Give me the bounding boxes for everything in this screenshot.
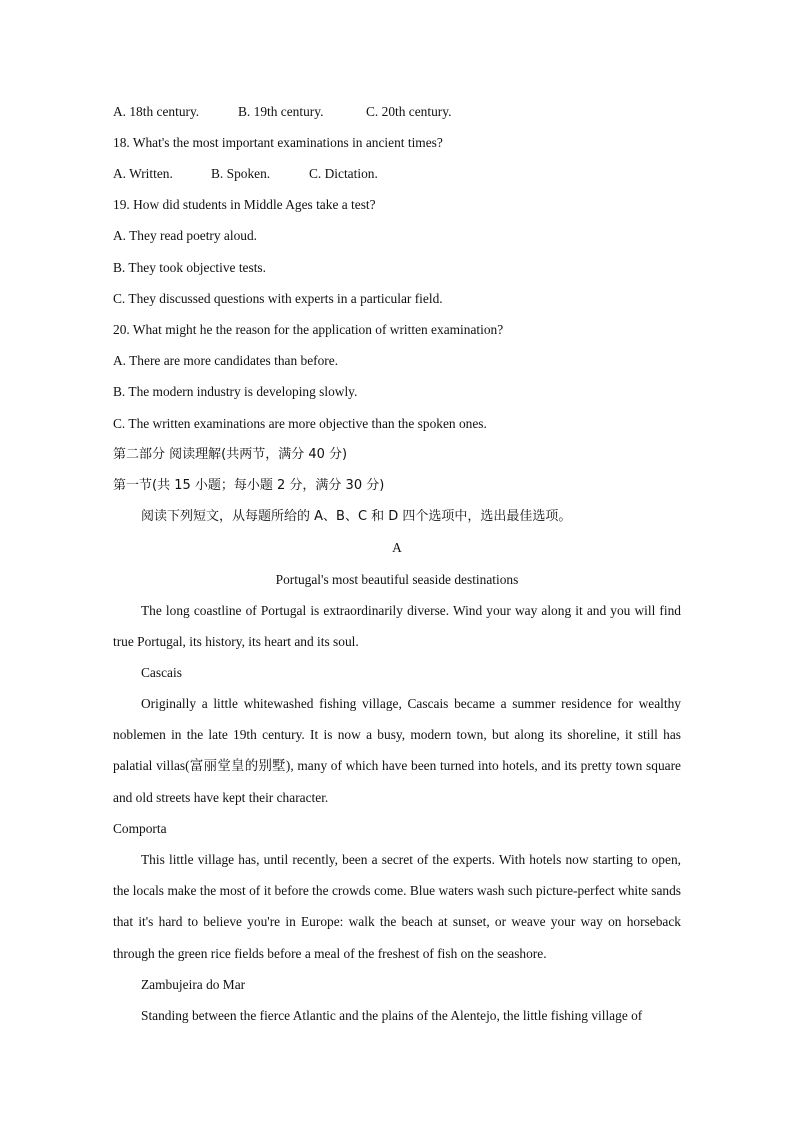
q17-option-c: C. 20th century.	[366, 104, 452, 119]
q18-option-b: B. Spoken.	[211, 166, 271, 181]
section-text-comporta: This little village has, until recently, been a secret of the experts. With hotels now starting to open, the locals make the most of it before the crowds come. Blue waters wash such picture-perfect white sands that it's hard to believe you're in Europe: walk the beach at sunset, or weave your way on horseback through the green rice fields before a meal of the freshest of fish on the seashore.	[113, 852, 681, 961]
section-text-cascais: Originally a little whitewashed fishing village, Cascais became a summer residence for wealthy noblemen in the late 19th century. It is now a busy, modern town, but along its shoreline, it still has palatial villas(富丽堂皇的别墅), many of which have been turned into hotels, and its pretty town square and old streets have kept their character.	[113, 696, 681, 805]
section-heading-comporta: Comporta	[113, 821, 167, 836]
section-heading-cascais: Cascais	[141, 665, 182, 680]
passage-label: A	[392, 540, 402, 555]
q18-options	[113, 165, 378, 183]
q17-option-b: B. 19th century.	[238, 104, 324, 119]
instruction: 阅读下列短文，从每题所给的 A、B、C 和 D 四个选项中，选出最佳选项。	[141, 509, 572, 524]
q20-option-a: A. There are more candidates than before.	[113, 353, 339, 368]
part-title: 第二部分 阅读理解(共两节，满分 40 分)	[113, 447, 348, 462]
q18-option-a: A. Written.	[113, 166, 173, 181]
q19-option-b: B. They took objective tests.	[113, 260, 266, 275]
q17-options	[113, 103, 451, 121]
q18-option-c: C. Dictation.	[309, 166, 378, 181]
q17-option-a: A. 18th century.	[113, 104, 200, 119]
q18-question: 18. What's the most important examinations in ancient times?	[113, 135, 443, 150]
q20-option-b: B. The modern industry is developing slowly.	[113, 384, 358, 399]
q19-question: 19. How did students in Middle Ages take a test?	[113, 197, 376, 212]
passage-title: Portugal's most beautiful seaside destinations	[275, 572, 519, 587]
subsection-title: 第一节(共 15 小题；每小题 2 分，满分 30 分)	[113, 478, 385, 493]
section-heading-zambujeira: Zambujeira do Mar	[141, 977, 246, 992]
passage-intro: The long coastline of Portugal is extraordinarily diverse. Wind your way along it and you will find true Portugal, its history, its heart and its soul.	[113, 603, 681, 650]
q19-option-c: C. They discussed questions with experts in a particular field.	[113, 291, 443, 306]
q19-option-a: A. They read poetry aloud.	[113, 228, 258, 243]
section-text-zambujeira: Standing between the fierce Atlantic and the plains of the Alentejo, the little fishing village of	[141, 1008, 643, 1023]
q20-question: 20. What might he the reason for the application of written examination?	[113, 322, 504, 337]
q20-option-c: C. The written examinations are more objective than the spoken ones.	[113, 416, 487, 431]
